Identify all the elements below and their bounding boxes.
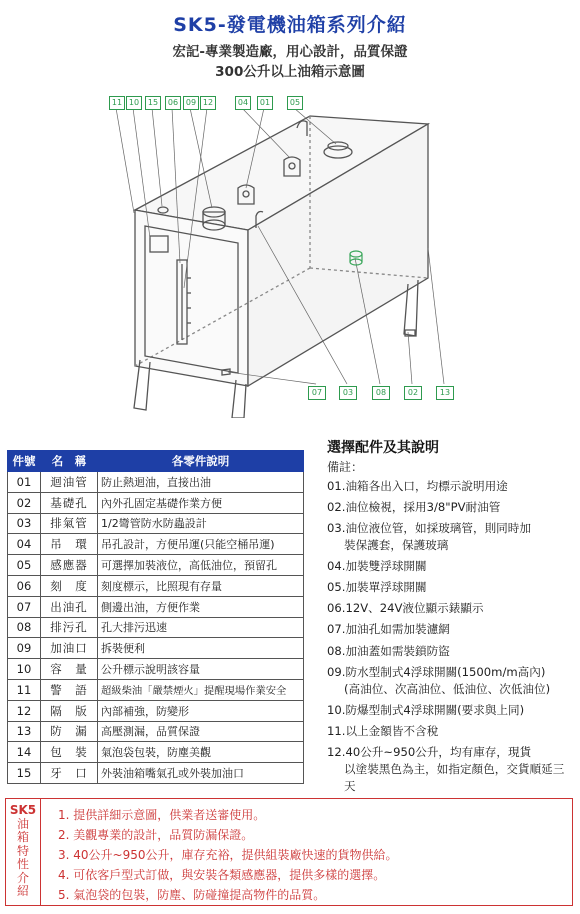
features-side-char: 性	[16, 857, 29, 871]
part-no: 03	[8, 513, 41, 534]
col-header-no: 件號	[8, 451, 41, 472]
list-item: 1. 提供詳細示意圖，供業者送審使用。	[58, 808, 266, 822]
part-desc: 吊孔設計，方便吊運(只能空桶吊運)	[98, 534, 304, 555]
table-row	[8, 513, 304, 534]
part-name: 出油孔	[41, 596, 98, 617]
part-name: 隔 版	[41, 700, 98, 721]
table-row	[8, 596, 304, 617]
part-name: 加油口	[41, 638, 98, 659]
option-text: 06.12V、24V液位顯示錶顯示	[327, 601, 484, 616]
tank-drawing	[0, 88, 580, 418]
features-side-code: SK5	[9, 803, 37, 817]
table-row	[8, 534, 304, 555]
part-no: 10	[8, 659, 41, 680]
diagram-tag-06: 06	[165, 96, 181, 110]
diagram-tag-15: 15	[145, 96, 161, 110]
option-text: 12.40公升~950公升，均有庫存，現貨	[327, 744, 532, 759]
part-desc: 1/2彎管防水防蟲設計	[98, 513, 304, 534]
table-row	[8, 721, 304, 742]
table-row	[8, 472, 304, 493]
part-desc: 高壓測漏，品質保證	[98, 721, 304, 742]
part-desc: 內部補強，防變形	[98, 700, 304, 721]
part-desc: 外裝油箱嘴氣孔或外裝加油口	[98, 763, 304, 784]
diagram-tag-09: 09	[183, 96, 199, 110]
features-side-char: 油	[16, 816, 29, 831]
option-text: 02.油位檢視，採用3/8"PV耐油管	[327, 500, 501, 515]
part-name: 基礎孔	[41, 492, 98, 513]
list-item	[327, 621, 572, 638]
diagram-tag-07: 07	[308, 386, 326, 400]
option-text: 01.油箱各出入口，均標示說明用途	[327, 479, 508, 493]
table-row	[8, 763, 304, 784]
part-desc: 刻度標示，比照現有存量	[98, 575, 304, 596]
features-side-char: 紹	[16, 884, 29, 898]
table-row	[8, 555, 304, 576]
list-item	[327, 723, 572, 740]
part-desc: 側邊出油，方便作業	[98, 596, 304, 617]
part-no: 08	[8, 617, 41, 638]
part-no: 14	[8, 742, 41, 763]
option-text: 11.以上金額皆不含稅	[327, 723, 439, 738]
list-item: 4. 可依客戶型式訂做，與安裝各類感應器，提供多樣的選擇。	[58, 868, 386, 882]
features-side-char: 介	[16, 870, 29, 885]
table-row	[8, 638, 304, 659]
list-item: 5. 氣泡袋的包裝，防塵、防碰撞提高物件的品質。	[58, 888, 326, 902]
part-no: 09	[8, 638, 41, 659]
list-item: 2. 美觀專業的設計，品質防漏保證。	[58, 828, 254, 842]
part-no: 07	[8, 596, 41, 617]
list-item	[327, 702, 572, 719]
part-no: 12	[8, 700, 41, 721]
table-row	[8, 575, 304, 596]
part-no: 13	[8, 721, 41, 742]
col-header-desc: 各零件說明	[98, 451, 304, 472]
list-item	[327, 478, 572, 495]
part-no: 01	[8, 472, 41, 493]
diagram-tag-05: 05	[287, 96, 303, 110]
part-name: 刻 度	[41, 575, 98, 596]
part-desc: 防止熱迴油，直接出油	[98, 472, 304, 493]
diagram-tag-12: 12	[200, 96, 216, 110]
parts-table	[7, 450, 304, 784]
options-list	[327, 478, 572, 799]
part-no: 05	[8, 555, 41, 576]
features-side-char: 箱	[16, 830, 29, 844]
table-row	[8, 492, 304, 513]
options-title: 選擇配件及其說明	[327, 440, 439, 456]
company-slogan: 宏記-專業製造廠，用心設計，品質保證	[172, 44, 408, 60]
list-item	[327, 744, 572, 795]
part-no: 04	[8, 534, 41, 555]
part-name: 警 語	[41, 679, 98, 700]
part-name: 感應器	[41, 555, 98, 576]
list-item: 3. 40公升~950公升，庫存充裕，提供組裝廠快速的貨物供給。	[58, 848, 398, 862]
list-item	[327, 520, 572, 554]
option-text-cont: (高油位、次高油位、低油位、次低油位)	[344, 681, 551, 696]
features-side-label	[6, 799, 41, 905]
parts-table-header	[8, 451, 304, 472]
option-text: 05.加裝單浮球開關	[327, 580, 427, 595]
diagram-caption: 300公升以上油箱示意圖	[215, 64, 365, 80]
list-item	[327, 600, 572, 617]
diagram-tag-04: 04	[235, 96, 251, 110]
tank-diagram	[0, 88, 580, 418]
diagram-tag-10: 10	[126, 96, 142, 110]
list-item	[327, 579, 572, 596]
list-item	[327, 558, 572, 575]
page-title: SK5-發電機油箱系列介紹	[173, 14, 407, 36]
part-desc: 超級柴油「嚴禁煙火」提醒現場作業安全	[98, 679, 304, 700]
part-desc: 可選擇加裝液位，高低油位，預留孔	[98, 555, 304, 576]
table-row	[8, 679, 304, 700]
part-no: 11	[8, 679, 41, 700]
diagram-tag-11: 11	[109, 96, 125, 110]
col-header-name: 名 稱	[41, 451, 98, 472]
option-text: 09.防水型制式4浮球開關(1500m/m高內)	[327, 664, 546, 679]
table-row	[8, 742, 304, 763]
features-list	[58, 805, 398, 905]
option-text: 04.加裝雙浮球開關	[327, 559, 427, 574]
diagram-tag-01: 01	[257, 96, 273, 110]
part-name: 包 裝	[41, 742, 98, 763]
part-name: 防 漏	[41, 721, 98, 742]
part-no: 02	[8, 492, 41, 513]
option-text: 03.油位液位管，如採玻璃管，則同時加	[327, 521, 531, 536]
diagram-tag-03: 03	[339, 386, 357, 400]
table-row	[8, 617, 304, 638]
part-desc: 氣泡袋包裝，防塵美觀	[98, 742, 304, 763]
diagram-tag-08: 08	[372, 386, 390, 400]
diagram-tag-13: 13	[436, 386, 454, 400]
part-name: 排氣管	[41, 513, 98, 534]
part-no: 06	[8, 575, 41, 596]
option-text-cont: 裝保護套，保護玻璃	[344, 538, 449, 553]
part-desc: 孔大排污迅速	[98, 617, 304, 638]
features-side-char: 特	[16, 843, 29, 858]
part-name: 排污孔	[41, 617, 98, 638]
part-name: 容 量	[41, 659, 98, 680]
option-text: 08.加油蓋如需裝鎖防盜	[327, 643, 450, 658]
option-text: 10.防爆型制式4浮球開關(要求與上同)	[327, 702, 525, 717]
option-text-cont: 以塗裝黑色為主，如指定顏色，交貨順延三天	[344, 761, 565, 793]
option-text: 07.加油孔如需加裝濾網	[327, 622, 450, 637]
table-row	[8, 659, 304, 680]
part-desc: 內外孔固定基礎作業方便	[98, 492, 304, 513]
part-no: 15	[8, 763, 41, 784]
part-name: 迴油管	[41, 472, 98, 493]
part-desc: 公升標示說明該容量	[98, 659, 304, 680]
part-name: 吊 環	[41, 534, 98, 555]
list-item	[327, 499, 572, 516]
diagram-tag-02: 02	[404, 386, 422, 400]
list-item	[327, 664, 572, 698]
table-row	[8, 700, 304, 721]
options-note: 備註：	[327, 460, 364, 474]
list-item	[327, 643, 572, 660]
part-name: 牙 口	[41, 763, 98, 784]
features-box	[5, 798, 573, 906]
part-desc: 拆裝便利	[98, 638, 304, 659]
